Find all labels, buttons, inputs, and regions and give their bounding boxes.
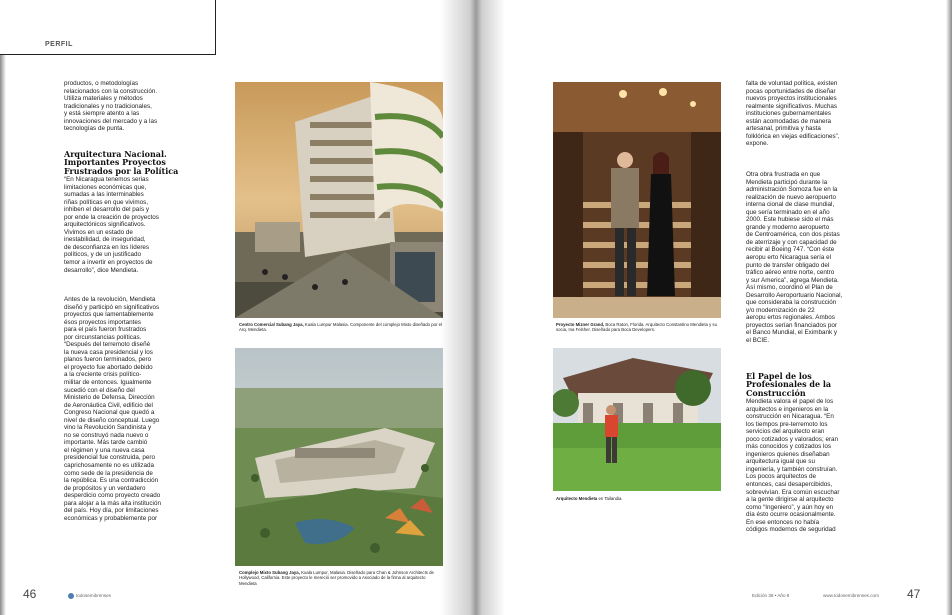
caption-centro-comercial [239,322,443,333]
caption-tailandia [556,496,720,501]
right-column-paragraph-1: falta de voluntad política, existen pocas oportunidades de diseñar nuevos proyectos institucionales realmente significativos. Muchas instituciones gubernamentales están acomodadas de manera artesanal, primitiva y hasta folklórica en viejas edificaciones”, expone. [746,80,840,148]
heading-papel-profesionales: El Papel de los Profesionales de la Construcción [746,371,832,398]
photo-mizner-grand [553,82,721,318]
section-label: PERFIL [45,41,73,48]
page-number-right: 47 [907,587,921,601]
caption-mizner-grand [556,322,720,333]
caption-complejo-mixto-text: Kuala Lumpur, Malasia. Diseñado para Chan & Johnson Architects de Hollywood, California. Este proyecto le mereció ser promovido a Asociado de la firma al arquitecto Mendieta [239,570,434,586]
photo-centro-comercial [235,82,443,318]
section-tab [0,0,216,55]
page-number-left: 46 [23,587,37,601]
left-column-paragraph-2: Antes de la revolución, Mendieta diseñó y participó en significativos proyectos que lamentablemente ésos proyectos importantes para el país fueron frustrados por circunstancias políticas. “Después del terremoto diseñé la nueva casa presidencial y los planos fueron terminados, pero el proyecto fue abortado debido a la creciente crisis político- militar de entonces. Igualmente sucedió con el diseño del Ministerio de Defensa, Dirección de Aeronáutica Civil, edificio del Congreso Nacional que quedó a nivel de diseño conceptual. Luego vino la Revolución Sandinista y no se construyó nada nuevo o importante. Más tarde cambió el régimen y una nueva casa presidencial fue construida, pero caprichosamente no es utilizada como sede de la presidencia de la república. Es una contradicción de propósitos y un verdadero desperdicio como proyecto creado para alojar a la más alta institución del país. Hoy día, por limitaciones económicas y probablemente por [64,296,161,522]
footer-url[interactable]: www.todosemibrenses.com [823,593,879,598]
caption-mizner-grand-title: Proyecto Mizner Grand, [556,322,605,327]
caption-tailandia-title: Arquitecto Mendieta [556,496,598,501]
caption-tailandia-text: en Tailandia. [597,496,623,501]
caption-centro-comercial-title: Centro Comercial Subang Jaya, [239,322,304,327]
left-column-paragraph-1: “En Nicaragua tenemos serias limitaciones económicas que, sumadas a las interminables riñas políticas en que vivimos, inhiben el desarrollo del país y por ende la creación de proyectos arquitectónicos significativos. Vivimos en un estado de inestabilidad, de inseguridad, de desconfianza en los líderes políticos, y de un justificado temor a invertir en proyectos de desarrollo”, dice Mendieta. [64,176,159,274]
photo-tailandia [553,348,721,491]
photo-complejo-mixto [235,348,443,566]
caption-centro-comercial-text: Kuala Lumpur Malasia. Componente del complejo Mixto diseñado por el Arq. Mendieta. [239,322,443,333]
footer-logo-text: todosemibrenses [76,593,111,599]
caption-complejo-mixto [239,570,443,586]
left-column-intro: productos, o metodologías relacionados con la construcción. Utiliza materiales y métodos tradicionales y no tradicionales, y está siempre atento a las innovaciones del mercado y a las tecnologías de punta. [64,80,158,133]
footer-logo [68,593,111,599]
caption-complejo-mixto-title: Complejo Mixto Subang Jaya, [239,570,300,575]
right-column-paragraph-3: Mendieta valora el papel de los arquitectos e ingenieros en la construcción en Nicaragua. “En los tiempos pre-terremoto los servicios del arquitecto eran poco cotizados y valorados; eran más conocidos y cotizados los ingenieros quienes diseñaban arquitectura igual que su ingeniería, y también construían. Los pocos arquitectos de entonces, casi desapercibidos, sobrevivían. Era común escuchar a la gente dirigirse al arquitecto como “Ingeniero”, y aún hoy en día ésto ocurre ocasionalmente. En ese entonces no había códigos modernos de seguridad [746,398,840,534]
caption-mizner-grand-text: Boca Raton, Florida. Arquitecto Constantino Mendieta y su socia, Ina Felsher. Diseñado para Boca Developers. [556,322,717,333]
footer-issue: Edición 38 • Año 8 [752,593,790,598]
heading-arquitectura-nacional: Arquitectura Nacional. Importantes Proyectos Frustrados por la Política [64,149,179,176]
right-column-paragraph-2: Otra obra frustrada en que Mendieta participó durante la administración Somoza fue en la realización de nuevo aeropuerto interna cional de clase mundial, que sería terminado en el año 2000. Este hubiese sido el más grande y moderno aeropuerto de Centroamérica, con dos pistas de aterrizaje y con capacidad de recibir al Boeing 747. “Con éste aeropu erto Nicaragua sería el punto de transfer obligado del tráfico aéreo entre norte, centro y sur America”, agrega Mendieta. Así mismo, coordinó el Plan de Desarrollo Aeroportuario Nacional, que consideraba la construcción y/o modernización de 22 aeropu ertos regionales. Ambos proyectos serían financiados por el Banco Mundial, el Eximbank y el BCIE. [746,171,843,345]
footer-logo-icon [68,593,74,599]
